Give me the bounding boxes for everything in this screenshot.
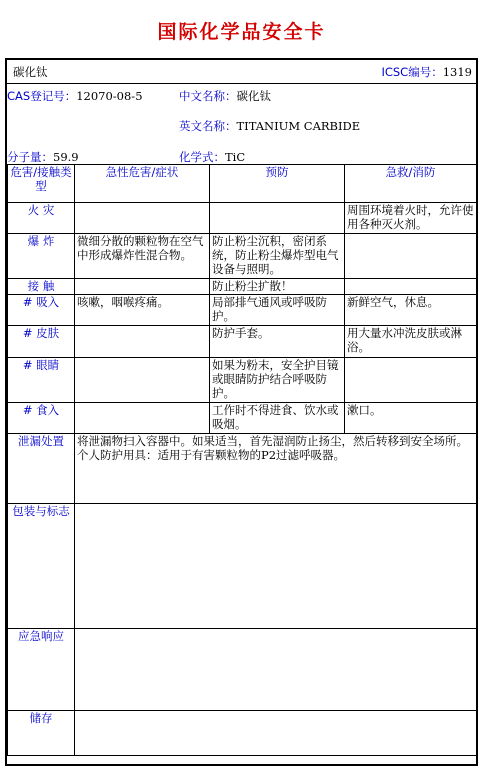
chemical-name: 碳化钛 xyxy=(13,65,48,79)
section-label-emergency: 应急响应 xyxy=(8,629,75,711)
col-header-type: 危害/接触类型 xyxy=(8,165,75,203)
cn-name-value: 碳化钛 xyxy=(236,89,271,103)
section-text-storage xyxy=(75,711,477,756)
cell-firstaid xyxy=(345,279,477,295)
row-label-inhalation: # 吸入 xyxy=(8,295,75,326)
mw-value: 59.9 xyxy=(53,150,79,164)
cell-firstaid xyxy=(345,234,477,279)
col-header-firstaid: 急救/消防 xyxy=(345,165,477,203)
table-row xyxy=(8,234,477,279)
cell-acute: 咳嗽，咽喉疼痛。 xyxy=(75,295,210,326)
cell-firstaid: 漱口。 xyxy=(345,403,477,434)
formula-value: TiC xyxy=(225,150,246,164)
section-label-storage: 储存 xyxy=(8,711,75,756)
section-spillage xyxy=(8,434,477,504)
table-row xyxy=(8,279,477,295)
en-name-label: 英文名称： xyxy=(179,119,237,133)
cell-firstaid: 周围环境着火时，允许使用各种灭火剂。 xyxy=(345,203,477,234)
cell-firstaid: 用大量水冲洗皮肤或淋浴。 xyxy=(345,326,477,358)
divider xyxy=(7,83,476,84)
cas-label: CAS登记号： xyxy=(7,89,77,103)
section-label-spillage: 泄漏处置 xyxy=(8,434,75,504)
section-text-emergency xyxy=(75,629,477,711)
row-label-explosion: 爆 炸 xyxy=(8,234,75,279)
cell-acute xyxy=(75,358,210,403)
safety-card xyxy=(5,58,478,766)
cell-prevention: 防止粉尘扩散！ xyxy=(210,279,345,295)
cell-acute xyxy=(75,203,210,234)
col-header-acute: 急性危害/症状 xyxy=(75,165,210,203)
section-text-packaging xyxy=(75,504,477,629)
icsc-label: ICSC编号： xyxy=(381,65,443,79)
cn-name-label: 中文名称： xyxy=(179,89,237,103)
row-label-ingestion: # 食入 xyxy=(8,403,75,434)
cell-prevention xyxy=(210,203,345,234)
section-emergency xyxy=(8,629,477,711)
section-packaging xyxy=(8,504,477,629)
cell-firstaid xyxy=(345,358,477,403)
section-label-packaging: 包装与标志 xyxy=(8,504,75,629)
table-row xyxy=(8,403,477,434)
cell-acute xyxy=(75,326,210,358)
cell-acute xyxy=(75,279,210,295)
cell-acute xyxy=(75,403,210,434)
cas-value: 12070-08-5 xyxy=(76,89,143,103)
section-storage xyxy=(8,711,477,756)
cell-firstaid: 新鲜空气，休息。 xyxy=(345,295,477,326)
cell-prevention: 局部排气通风或呼吸防护。 xyxy=(210,295,345,326)
icsc-number xyxy=(381,64,472,80)
row-label-eyes: # 眼睛 xyxy=(8,358,75,403)
en-name-value: TITANIUM CARBIDE xyxy=(236,119,361,133)
cell-prevention: 防护手套。 xyxy=(210,326,345,358)
table-row xyxy=(8,295,477,326)
table-row xyxy=(8,358,477,403)
icsc-value: 1319 xyxy=(442,65,472,79)
row-label-skin: # 皮肤 xyxy=(8,326,75,358)
row-label-contact: 接 触 xyxy=(8,279,75,295)
cell-acute: 微细分散的颗粒物在空气中形成爆炸性混合物。 xyxy=(75,234,210,279)
mw-label: 分子量： xyxy=(7,150,53,164)
section-text-spillage: 将泄漏物扫入容器中。如果适当，首先湿润防止扬尘，然后转移到安全场所。个人防护用具：适用于有害颗粒物的P2过滤呼吸器。 xyxy=(75,434,477,504)
page-title: 国际化学品安全卡 xyxy=(157,21,326,43)
hazard-table xyxy=(7,164,477,756)
table-row xyxy=(8,203,477,234)
col-header-prevention: 预防 xyxy=(210,165,345,203)
formula-label: 化学式： xyxy=(179,150,225,164)
table-row xyxy=(8,326,477,358)
cell-prevention: 防止粉尘沉积，密闭系统，防止粉尘爆炸型电气设备与照明。 xyxy=(210,234,345,279)
cell-prevention: 如果为粉末，安全护目镜或眼睛防护结合呼吸防护。 xyxy=(210,358,345,403)
cell-prevention: 工作时不得进食、饮水或吸烟。 xyxy=(210,403,345,434)
table-header-row xyxy=(8,165,477,203)
row-label-fire: 火 灾 xyxy=(8,203,75,234)
